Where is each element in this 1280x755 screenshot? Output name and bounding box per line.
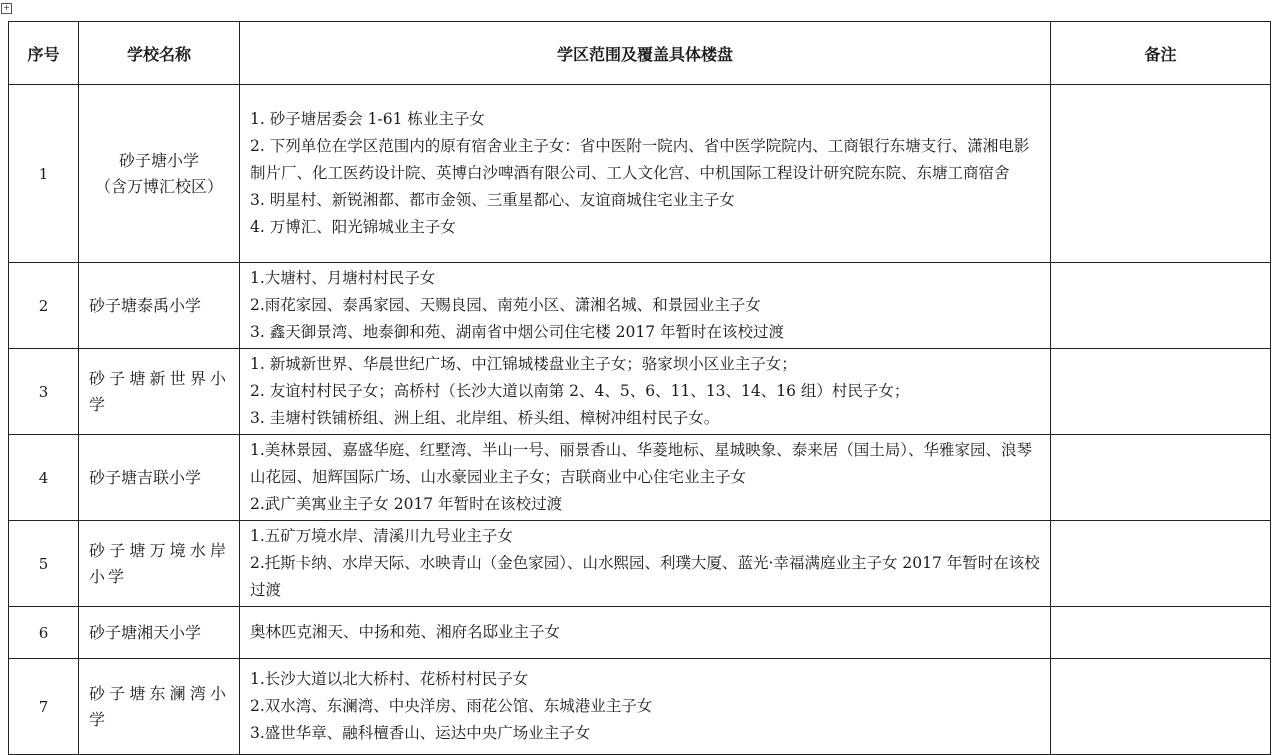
header-scope: 学区范围及覆盖具体楼盘: [240, 22, 1051, 85]
table-row: [9, 521, 1271, 607]
school-name-text: 砂子塘小学 （含万博汇校区）: [94, 150, 223, 196]
header-school: 学校名称: [79, 22, 240, 85]
header-no: 序号: [9, 22, 79, 85]
scope-line: 1. 新城新世界、华晨世纪广场、中江锦城楼盘业主子女；骆家坝小区业主子女；: [250, 355, 797, 373]
row-number: 1: [9, 85, 79, 263]
scope-line: 3. 明星村、新锐湘都、都市金领、三重星都心、友谊商城住宅业主子女: [250, 191, 735, 209]
school-district-table: [8, 21, 1271, 755]
scope-line: 4. 万博汇、阳光锦城业主子女: [250, 218, 456, 236]
row-number: 5: [9, 521, 79, 607]
scope-cell: [240, 85, 1051, 263]
school-name: 砂子塘东澜湾小学: [79, 659, 240, 755]
row-number: 2: [9, 263, 79, 349]
scope-line: 1.长沙大道以北大桥村、花桥村村民子女: [250, 670, 529, 688]
table-row: [9, 349, 1271, 435]
scope-line: 3. 圭塘村铁铺桥组、洲上组、北岸组、桥头组、樟树冲组村民子女。: [250, 409, 720, 427]
note-cell: [1051, 521, 1271, 607]
table-row: [9, 435, 1271, 521]
scope-line: 2. 下列单位在学区范围内的原有宿舍业主子女：省中医附一院内、省中医学院院内、工商银行东塘支行、潇湘电影制片厂、化工医药设计院、英博白沙啤酒有限公司、工人文化宫、中机国际工程设计研究院东院、东塘工商宿舍: [250, 137, 1030, 182]
scope-line: 1.五矿万境水岸、清溪川九号业主子女: [250, 527, 513, 545]
note-cell: [1051, 659, 1271, 755]
note-cell: [1051, 85, 1271, 263]
school-name: 砂子塘新世界小学: [79, 349, 240, 435]
note-cell: [1051, 607, 1271, 659]
scope-line: 1. 砂子塘居委会 1-61 栋业主子女: [250, 110, 485, 128]
table-row: [9, 659, 1271, 755]
row-number: 7: [9, 659, 79, 755]
scope-cell: [240, 263, 1051, 349]
school-name: [79, 85, 240, 263]
scope-line: 1.大塘村、月塘村村民子女: [250, 269, 436, 287]
table-row: [9, 85, 1271, 263]
scope-line: 3.盛世华章、融科檀香山、运达中央广场业主子女: [250, 724, 591, 742]
scope-line: 奥林匹克湘天、中扬和苑、湘府名邸业主子女: [250, 623, 561, 641]
school-name: 砂子塘湘天小学: [79, 607, 240, 659]
note-cell: [1051, 435, 1271, 521]
scope-line: 2.武广美寓业主子女 2017 年暂时在该校过渡: [250, 495, 563, 513]
scope-line: 2.托斯卡纳、水岸天际、水映青山（金色家园）、山水熙园、利璞大厦、蓝光·幸福满庭业主子女 2017 年暂时在该校过渡: [250, 554, 1040, 599]
scope-line: 2.雨花家园、泰禹家园、天赐良园、南苑小区、潇湘名城、和景园业主子女: [250, 296, 761, 314]
table-row: [9, 607, 1271, 659]
row-number: 6: [9, 607, 79, 659]
row-number: 4: [9, 435, 79, 521]
table-move-handle-icon[interactable]: +: [1, 3, 12, 14]
row-number: 3: [9, 349, 79, 435]
school-name: 砂子塘泰禹小学: [79, 263, 240, 349]
scope-line: 3. 鑫天御景湾、地泰御和苑、湖南省中烟公司住宅楼 2017 年暂时在该校过渡: [250, 323, 785, 341]
scope-line: 2.双水湾、东澜湾、中央洋房、雨花公馆、东城港业主子女: [250, 697, 653, 715]
scope-line: 2. 友谊村村民子女；高桥村（长沙大道以南第 2、4、5、6、11、13、14、16 组）村民子女；: [250, 382, 910, 400]
scope-line: 1.美林景园、嘉盛华庭、红墅湾、半山一号、丽景香山、华菱地标、星城映象、泰来居（国土局）、华雅家园、浪琴山花园、旭辉国际广场、山水豪园业主子女；吉联商业中心住宅业主子女: [250, 441, 1033, 486]
header-row: [9, 22, 1271, 85]
scope-cell: [240, 349, 1051, 435]
scope-cell: [240, 659, 1051, 755]
scope-cell: [240, 607, 1051, 659]
scope-cell: [240, 521, 1051, 607]
header-note: 备注: [1051, 22, 1271, 85]
scope-cell: [240, 435, 1051, 521]
school-name: 砂子塘万境水岸小学: [79, 521, 240, 607]
table-row: [9, 263, 1271, 349]
school-name: 砂子塘吉联小学: [79, 435, 240, 521]
note-cell: [1051, 263, 1271, 349]
note-cell: [1051, 349, 1271, 435]
